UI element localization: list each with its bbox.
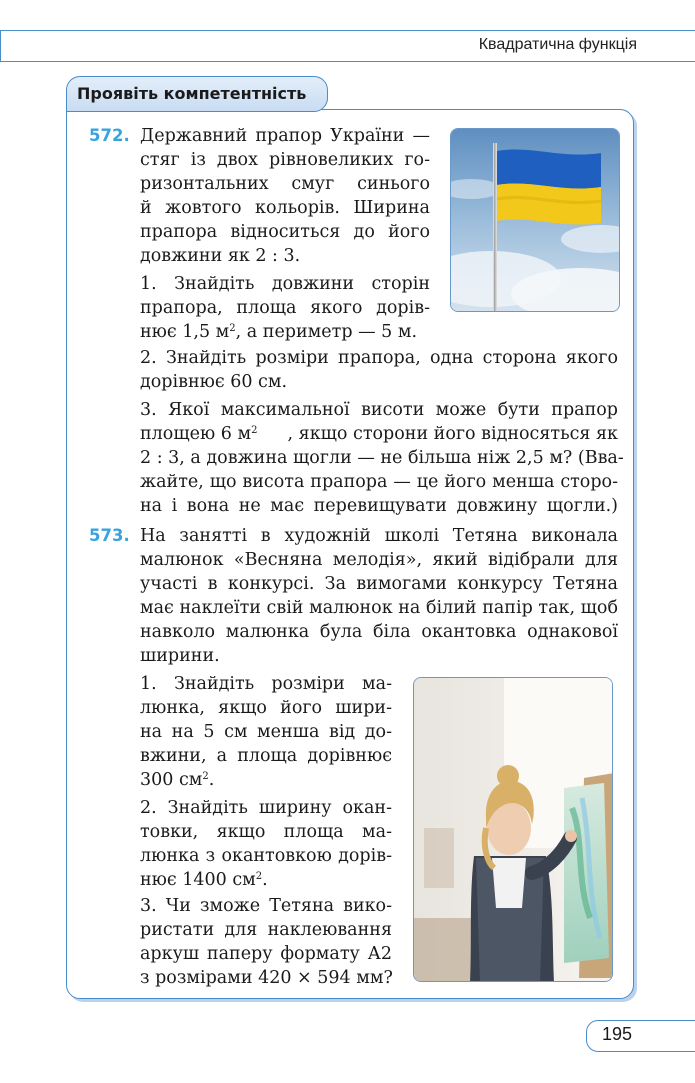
text-line: Державний прапор України — xyxy=(140,126,430,146)
exponent: 2 xyxy=(202,771,209,782)
problem-number-572: 572. xyxy=(89,126,130,145)
text-line: 2. Знайдіть розміри прапора, одна сторона якого xyxy=(140,348,618,368)
text-line: 2. Знайдіть ширину окан- xyxy=(140,798,392,818)
text-line: 1. Знайдіть довжини сторін xyxy=(140,274,430,294)
page-number: 195 xyxy=(602,1024,633,1044)
text-line xyxy=(140,320,417,344)
text-line: малюнок «Весняна мелодія», який відібрали для xyxy=(140,550,618,570)
text-line: аркуш паперу формату А2 xyxy=(140,944,392,964)
text-part: , якщо сторони його відносяться як xyxy=(287,424,618,444)
text-line: на і вона не має перевищувати довжину щогли.) xyxy=(140,496,618,516)
exponent: 2 xyxy=(251,425,258,436)
text-part xyxy=(140,422,257,446)
text-line: 1. Знайдіть розміри ма- xyxy=(140,674,392,694)
ukraine-flag-photo xyxy=(450,128,620,312)
text-line xyxy=(140,868,268,892)
painter-photo xyxy=(413,677,613,982)
text-line: з розмірами 420 × 594 мм? xyxy=(140,968,393,988)
text-line xyxy=(140,768,214,792)
exponent: 2 xyxy=(229,323,236,334)
text-line: люнка, якщо його шири- xyxy=(140,698,392,718)
text-part: нює 1400 см xyxy=(140,870,256,890)
text-line: довжини як 2 : 3. xyxy=(140,246,301,266)
exponent: 2 xyxy=(255,871,263,882)
text-part: , а периметр — 5 м. xyxy=(235,322,418,342)
text-part: площею 6 м xyxy=(140,424,252,444)
text-line xyxy=(140,422,618,446)
text-line: вжини, а площа дорівнює xyxy=(140,746,392,766)
text-line: навколо малюнка була біла окантовка однакової xyxy=(140,622,618,642)
section-title: Проявіть компетентність xyxy=(77,84,307,103)
text-part: . xyxy=(262,870,268,890)
text-line: й жовтого кольорів. Ширина xyxy=(140,198,430,218)
header-left-edge xyxy=(0,30,14,62)
text-line: дорівнює 60 см. xyxy=(140,372,288,392)
text-line: 2 : 3, а довжина щогли — не більша ніж 2,5 м? (Вва- xyxy=(140,448,624,468)
text-line: на на 5 см менша від до- xyxy=(140,722,392,742)
text-line: жайте, що висота прапора — це його менша сторо- xyxy=(140,472,618,492)
text-line: участі в конкурсі. За вимогами конкурсу Тетяна xyxy=(140,574,618,594)
text-line: прапора, площа якого дорів- xyxy=(140,298,430,318)
text-line: 3. Якої максимальної висоти може бути прапор xyxy=(140,400,618,420)
flag-image xyxy=(451,129,620,312)
text-line: ризонтальних смуг синього xyxy=(140,174,430,194)
problem-number-573: 573. xyxy=(89,526,130,545)
text-part: . xyxy=(208,770,215,790)
text-line: прапора відноситься до його xyxy=(140,222,430,242)
text-part: нює 1,5 м xyxy=(140,322,230,342)
text-line: На занятті в художній школі Тетяна виконала xyxy=(140,526,618,546)
text-part: 300 см xyxy=(140,770,203,790)
text-line: люнка з окантовкою дорів- xyxy=(140,846,392,866)
text-line: має наклеїти свій малюнок на білий папір так, щоб xyxy=(140,598,618,618)
text-line: стяг із двох рівновеликих го- xyxy=(140,150,430,170)
text-line: 3. Чи зможе Тетяна вико- xyxy=(140,896,392,916)
text-line: ристати для наклеювання xyxy=(140,920,392,940)
text-line: товки, якщо площа ма- xyxy=(140,822,392,842)
text-line: ширини. xyxy=(140,646,220,666)
chapter-title: Квадратична функція xyxy=(478,36,637,53)
painter-image xyxy=(414,678,613,982)
section-tab xyxy=(66,76,328,112)
